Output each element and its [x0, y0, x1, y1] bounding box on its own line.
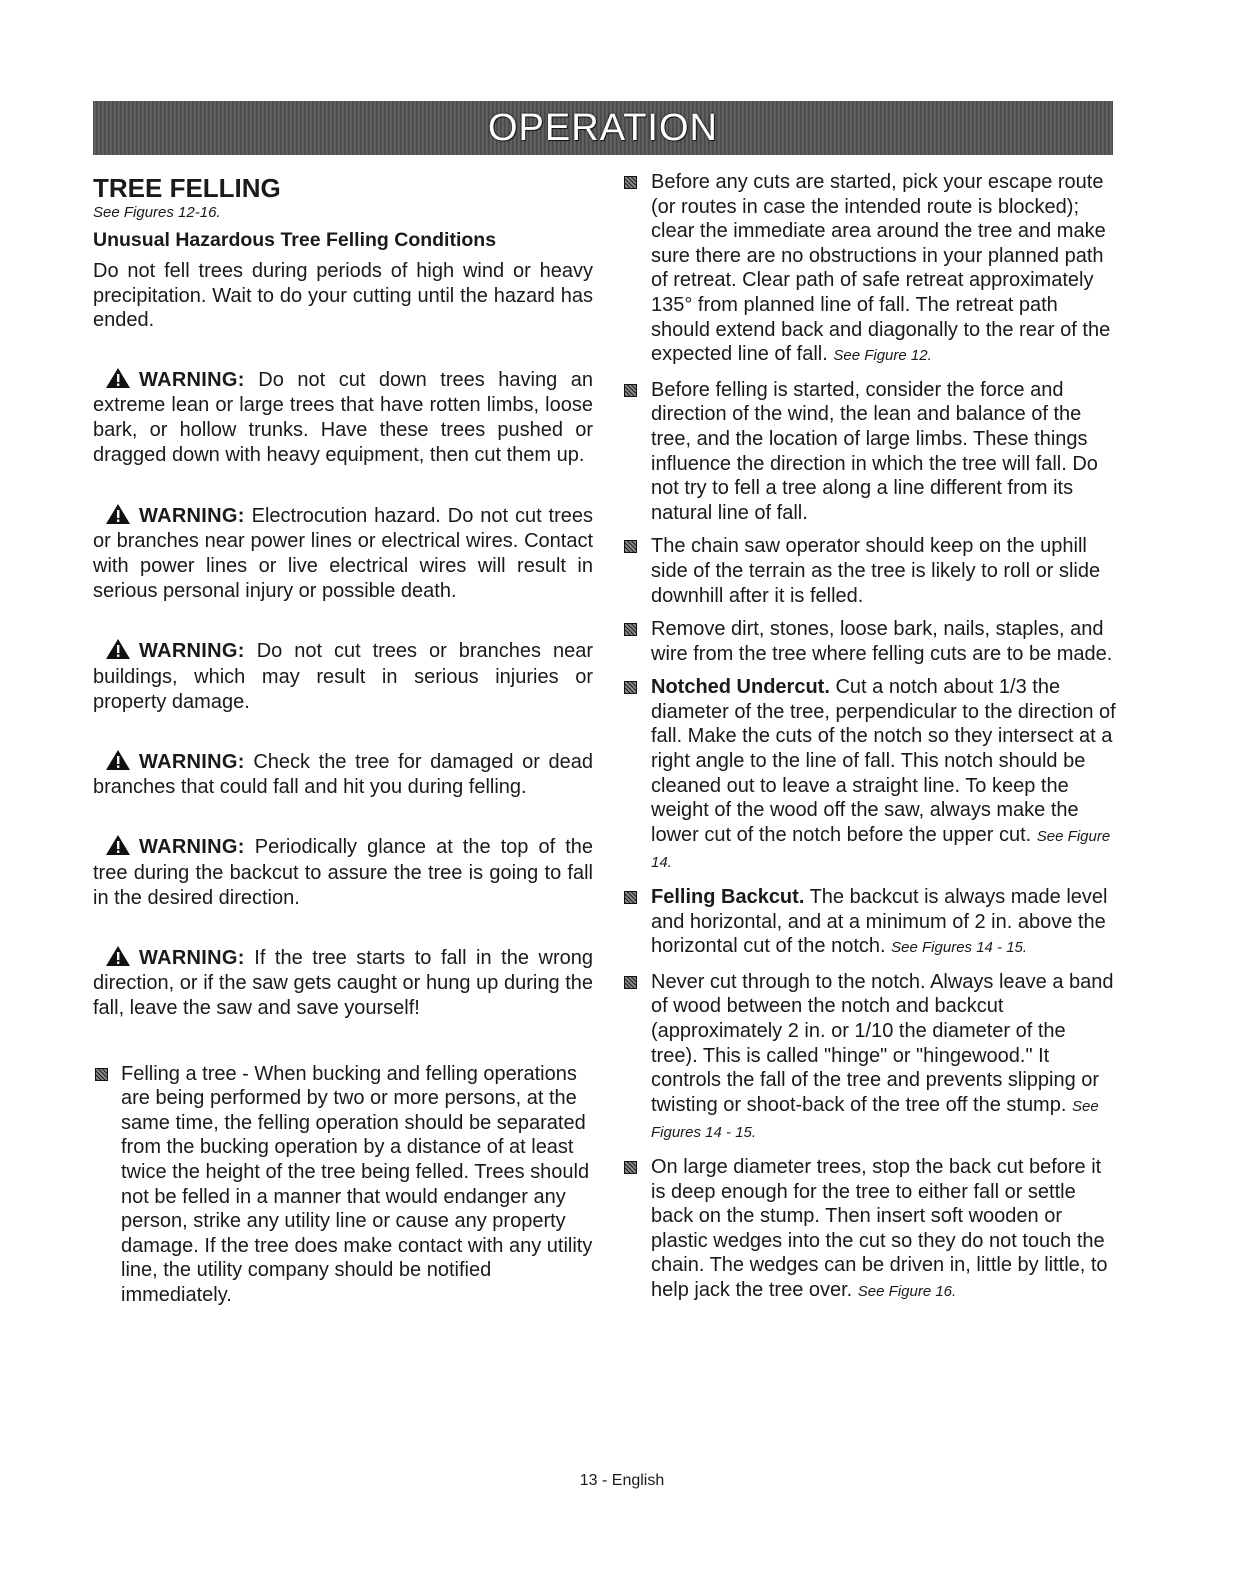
list-item	[622, 970, 1117, 1146]
list-item	[622, 378, 1117, 526]
bullet-square-icon	[624, 384, 637, 397]
list-item-text: Before felling is started, consider the force and direction of the wind, the lean and balance of the tree, and the location of large limbs. These things influence the direction in which the tree will fall. Do not try to fell a tree along a line different from its natural line of fall.	[651, 378, 1098, 524]
section-title: TREE FELLING	[93, 173, 281, 203]
warning-text: Do not cut down trees having an extreme lean or large trees that have rotten limbs, loose bark, or hollow trunks. Have these trees pushed or dragged down with heavy equipment, then cut them up.	[93, 368, 593, 467]
list-item	[93, 1062, 593, 1308]
warning-text: Electrocution hazard. Do not cut trees or branches near power lines or electrical wires. Contact with power lines or live electrical wires will result in serious personal injury or possible death.	[93, 504, 593, 603]
warning-text: Periodically glance at the top of the tree during the backcut to assure the tree is going to fall in the desired direction.	[93, 836, 593, 909]
warning-triangle-icon	[105, 749, 131, 771]
list-item-text: Before any cuts are started, pick your escape route (or routes in case the intended route is blocked); clear the immediate area around the tree and make sure there are no obstructions in your planned path of retreat. Clear path of safe retreat approximately 135° from planned line of fall. The retreat path should extend back and diagonally to the rear of the expected line of fall.	[651, 171, 1111, 366]
warning-label: WARNING:	[139, 751, 245, 774]
warning-block	[93, 638, 593, 715]
list-item-lead: Notched Undercut.	[651, 676, 830, 699]
warning-triangle-icon	[105, 945, 131, 967]
intro-paragraph: Do not fell trees during periods of high wind or heavy precipitation. Wait to do your cutting until the hazard has ended.	[93, 260, 593, 332]
warning-block	[93, 749, 593, 800]
bullet-square-icon	[95, 1068, 108, 1081]
section-banner	[93, 101, 1113, 155]
list-item-text: Felling a tree - When bucking and felling operations are being performed by two or more persons, at the same time, the felling operation should be separated from the bucking operation by a distance of at least twice the height of the tree being felled. Trees should not be felled in a manner that would endanger any person, strike any utility line or cause any property damage. If the tree does make contact with any utility line, the utility company should be notified immediately.	[121, 1062, 593, 1306]
warning-text: Do not cut trees or branches near buildings, which may result in serious injuries or property damage.	[93, 640, 593, 713]
warning-block	[93, 945, 593, 1022]
warning-triangle-icon	[105, 367, 131, 389]
bullet-square-icon	[624, 976, 637, 989]
bullet-list	[622, 170, 1117, 1305]
list-item-text: Never cut through to the notch. Always leave a band of wood between the notch and backcut (approximately 2 in. or 1/10 the diameter of the tree). This is called "hinge" or "hingewood." It controls the fall of the tree and prevents slipping or twisting or shoot-back of the tree off the stump.	[651, 970, 1114, 1116]
list-item	[622, 170, 1117, 369]
subheading: Unusual Hazardous Tree Felling Conditions	[93, 229, 497, 251]
warning-triangle-icon	[105, 834, 131, 856]
figure-reference: See Figures 14 - 15.	[651, 1097, 1099, 1142]
list-item	[622, 675, 1117, 876]
left-column	[93, 172, 593, 1317]
warning-triangle-icon	[105, 638, 131, 660]
bullet-square-icon	[624, 1161, 637, 1174]
warning-block	[93, 834, 593, 911]
list-item	[622, 1155, 1117, 1305]
bullet-square-icon	[624, 681, 637, 694]
warning-label: WARNING:	[139, 504, 245, 527]
list-item-text: The chain saw operator should keep on the uphill side of the terrain as the tree is likely to roll or slide downhill after it is felled.	[651, 535, 1101, 607]
bullet-square-icon	[624, 176, 637, 189]
warning-block	[93, 367, 593, 469]
bullet-square-icon	[624, 891, 637, 904]
list-item-text: Remove dirt, stones, loose bark, nails, staples, and wire from the tree where felling cuts are to be made.	[651, 618, 1113, 665]
list-item	[622, 534, 1117, 608]
warning-text: Check the tree for damaged or dead branches that could fall and hit you during felling.	[93, 751, 594, 799]
warning-block	[93, 503, 593, 605]
list-item-text: On large diameter trees, stop the back cut before it is deep enough for the tree to either fall or settle back on the stump. Then insert soft wooden or plastic wedges into the cut so they do not touch the chain. The wedges can be driven in, little by little, to help jack the tree over.	[651, 1155, 1108, 1301]
warning-label: WARNING:	[139, 368, 245, 391]
list-item	[622, 617, 1117, 666]
warning-label: WARNING:	[139, 947, 245, 970]
warning-triangle-icon	[105, 503, 131, 525]
list-item-text: Cut a notch about 1/3 the diameter of the tree, perpendicular to the direction of fall. Make the cuts of the notch so they intersect at a right angle to the line of fall. This notch should be cleaned out to leave a straight line. To keep the weight of the wood off the saw, always make the lower cut of the notch before the upper cut.	[651, 676, 1116, 846]
bullet-square-icon	[624, 623, 637, 636]
figure-reference: See Figure 12.	[833, 347, 932, 365]
banner-title: OPERATION	[488, 106, 718, 149]
figure-reference: See Figure 14.	[651, 827, 1111, 872]
warning-label: WARNING:	[139, 836, 245, 859]
warning-text: If the tree starts to fall in the wrong direction, or if the saw gets caught or hung up during the fall, leave the saw and save yourself!	[93, 947, 593, 1020]
figure-reference: See Figures 14 - 15.	[891, 939, 1028, 957]
bullet-square-icon	[624, 540, 637, 553]
page-footer: 13 - English	[579, 1472, 665, 1489]
figure-reference: See Figures 12-16.	[93, 204, 221, 221]
right-column	[622, 170, 1117, 1314]
list-item-lead: Felling Backcut.	[651, 886, 805, 909]
bullet-list	[93, 1062, 593, 1308]
list-item-text: The backcut is always made level and horizontal, and at a minimum of 2 in. above the horizontal cut of the notch.	[651, 886, 1108, 958]
warning-label: WARNING:	[139, 640, 245, 663]
list-item	[622, 885, 1117, 961]
figure-reference: See Figure 16.	[857, 1282, 957, 1300]
